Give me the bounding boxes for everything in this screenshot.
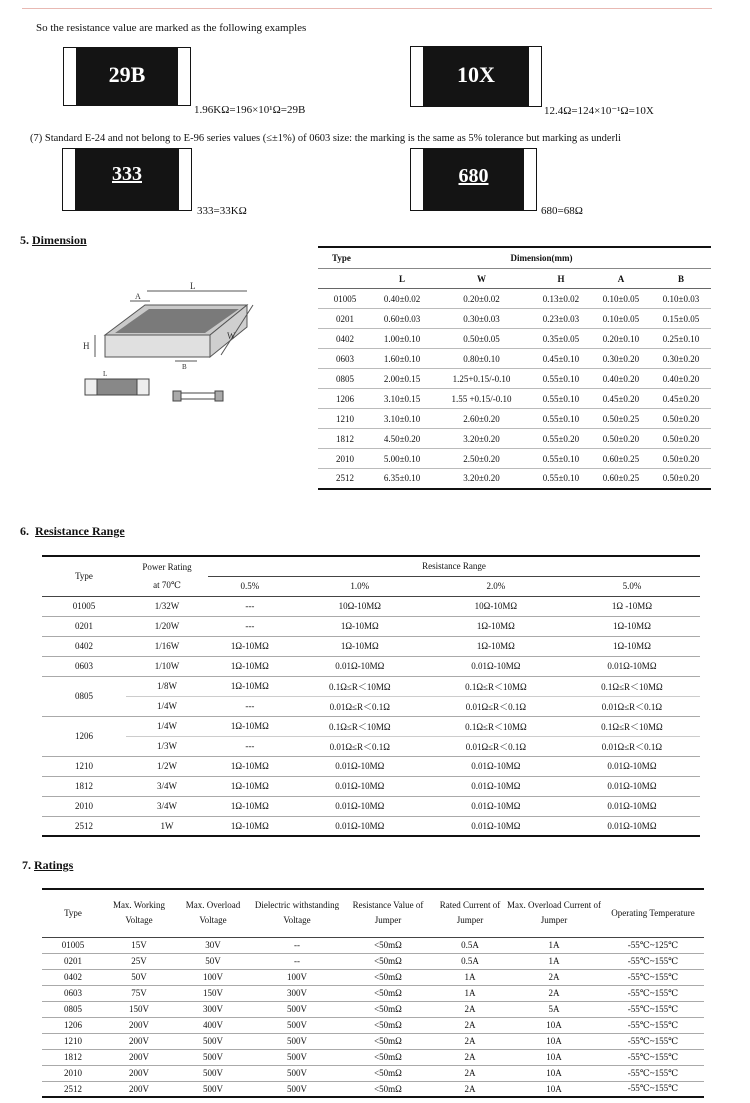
cell-value: -55℃~155℃ [627,955,679,966]
cell-type: 0201 [75,621,93,631]
cell-value: -55℃~155℃ [627,1035,679,1046]
cell-value: 0.25±0.10 [662,333,700,344]
cell-value: 0.30±0.20 [662,353,700,364]
cell-value: <50mΩ [374,1052,402,1062]
cell-power: 1/4W [126,716,208,736]
cell-value: 0.01Ω-10MΩ [471,801,521,811]
cell-value: 0.30±0.20 [602,353,640,364]
cell-value: --- [245,741,255,751]
cell-value: 0.55±0.10 [542,393,580,404]
cell-value: 0.01Ω-10MΩ [471,820,521,831]
cell-value: 200V [129,1068,149,1078]
chip-example-333 [62,148,192,211]
cell-value: <50mΩ [374,972,402,982]
cell-value: 2A [548,972,560,982]
table-row [318,469,711,489]
table-row [42,1001,704,1017]
cell-value: 3.20±0.20 [463,433,500,444]
col-power-1: Power Rating [142,561,192,572]
col-tol-50: 5.0% [622,581,642,591]
cell-type: 0402 [64,972,82,982]
cell-power: 1W [160,820,174,831]
table-row [42,953,704,969]
cell-power: 1/8W [126,676,208,696]
section-dimension-heading: 5. Dimension [20,233,87,247]
col-tol-05: 0.5% [240,581,260,591]
cell-power: 1/16W [154,641,180,651]
cell-value: 0.60±0.25 [602,473,640,484]
cell-power: 1/3W [157,741,177,751]
cell-value: 1.00±0.10 [383,333,421,344]
cell-value: 1Ω-10MΩ [230,641,269,651]
dim-label-l2: L [103,370,108,378]
cell-value: 1Ω-10MΩ [208,676,292,696]
cell-value: 500V [287,1020,307,1030]
cell-type: 0603 [75,661,93,671]
cell-value: 0.60±0.03 [383,313,421,324]
cell-value: 15V [131,940,147,950]
table-row [42,796,700,816]
col-tol-10: 1.0% [350,581,370,591]
cell-value: 0.55±0.10 [542,413,580,424]
cell-value: 0.30±0.03 [463,313,500,324]
table-row [42,816,700,836]
table-row [318,309,711,329]
col-type: Type [75,571,93,582]
cell-value: -55℃~155℃ [627,1067,679,1078]
dimension-table [318,246,711,490]
resistance-range-table [42,555,700,837]
table-row [318,429,711,449]
cell-value: 3.10±0.10 [383,413,421,424]
cell-value: 0.50±0.20 [602,433,640,444]
cell-value: -- [294,940,300,950]
cell-value: 0.1Ω≤R＜10MΩ [428,676,564,696]
cell-value: 0.60±0.25 [602,453,640,464]
cell-power: 1/10W [154,661,180,671]
cell-value: 10A [546,1020,562,1030]
cell-value: 30V [205,940,221,950]
cell-type: 2512 [64,1083,82,1094]
cell-value: 0.40±0.20 [662,373,700,384]
cell-value: 1.60±0.10 [383,353,421,364]
cell-value: 0.50±0.20 [662,473,700,484]
cell-value: 10A [546,1068,562,1078]
cell-value: -55℃~155℃ [627,1003,679,1014]
cell-value: 25V [131,956,147,966]
table-row [42,1033,704,1049]
cell-value: 0.50±0.20 [662,413,700,424]
cell-value: -55℃~155℃ [627,1019,679,1030]
cell-value: 0.50±0.20 [662,433,700,444]
col-tol-20: 2.0% [486,581,506,591]
table-row [318,369,711,389]
cell-value: 10Ω-10MΩ [338,601,381,611]
table-row [42,656,700,676]
cell-type: 0805 [64,1004,82,1014]
dim-label-h: H [83,341,90,351]
col-range-group: Resistance Range [208,556,700,576]
cell-value: 10A [546,1083,562,1094]
table-row [42,756,700,776]
cell-value: 1A [464,988,476,998]
table-row [42,616,700,636]
cell-type: 2010 [336,453,355,464]
cell-value: 0.01Ω-10MΩ [335,820,385,831]
cell-value: 0.01Ω-10MΩ [607,781,657,791]
table-row [42,1081,704,1097]
cell-value: 1A [548,940,560,950]
section-range-heading: 6. Resistance Range [20,524,125,538]
cell-value: 50V [205,956,221,966]
cell-value: 0.50±0.20 [662,453,700,464]
table-row [318,289,711,309]
cell-value: 0.40±0.02 [383,293,421,304]
chip-example-10x [410,46,542,107]
cell-power: 3/4W [157,801,177,811]
cell-value: 0.20±0.02 [463,293,500,304]
cell-value: 0.13±0.02 [542,293,580,304]
cell-value: 3.20±0.20 [463,473,500,484]
cell-type: 1812 [336,433,355,444]
cell-value: 0.55±0.10 [542,473,580,484]
example-caption: 680=68Ω [541,205,583,217]
chip-example-680 [410,148,537,211]
cell-value: 300V [287,988,307,998]
table-row [42,776,700,796]
cell-value: 500V [287,1083,307,1094]
cell-value: 0.20±0.10 [602,333,640,344]
cell-value: --- [245,601,255,611]
table-row [318,349,711,369]
cell-value: 1Ω-10MΩ [230,661,269,671]
cell-value: 0.45±0.20 [602,393,640,404]
cell-value: -55℃~155℃ [627,987,679,998]
cell-value: 0.01Ω-10MΩ [335,761,385,771]
chip-marking: 10X [457,62,495,87]
cell-value: 2A [464,1004,476,1014]
cell-value: 500V [203,1083,223,1094]
header-rule [22,8,712,9]
cell-value: 0.55±0.20 [542,433,580,444]
cell-value: 0.15±0.05 [662,313,700,324]
cell-value: 2.00±0.15 [383,373,421,384]
col-header: Type [42,889,104,937]
example-caption: 1.96KΩ=196×10¹Ω=29B [194,104,306,116]
cell-value: 0.01Ω-10MΩ [607,801,657,811]
table-row [318,329,711,349]
col-header: Max. Overload Current of Jumper [506,889,602,937]
cell-type: 1812 [64,1052,82,1062]
cell-value: 1Ω-10MΩ [230,761,269,771]
cell-type: 1210 [336,413,355,424]
table-row [42,716,700,736]
table-row [318,389,711,409]
col-header: Max. Working Voltage [104,889,174,937]
cell-value: 1.25+0.15/-0.10 [452,373,511,384]
cell-power: 1/2W [157,761,177,771]
cell-value: 0.55±0.10 [542,453,580,464]
cell-value: 0.01Ω-10MΩ [335,661,385,671]
col-header: Operating Temperature [602,889,704,937]
cell-type: 2010 [64,1068,82,1078]
ratings-table [42,888,704,1098]
cell-value: <50mΩ [374,1004,402,1014]
col-power-2: at 70℃ [153,580,181,591]
cell-value: 2A [464,1083,476,1094]
cell-value: 0.01Ω-10MΩ [471,761,521,771]
cell-type: 1210 [75,761,93,771]
cell-value: 500V [287,1052,307,1062]
cell-value: 0.5A [461,956,479,966]
cell-value: 0.01Ω≤R＜0.1Ω [329,741,390,752]
col-type: Type [318,247,372,269]
cell-value: 1Ω-10MΩ [230,820,269,831]
cell-value: 0.01Ω≤R＜0.1Ω [601,701,663,712]
cell-value: 0.01Ω-10MΩ [335,781,385,791]
table-row [42,596,700,616]
cell-value: 0.5A [461,940,479,950]
cell-value: 1Ω-10MΩ [340,641,379,651]
cell-value: -55℃~125℃ [627,939,679,950]
cell-value: 1Ω-10MΩ [340,621,379,631]
cell-value: 200V [129,1036,149,1046]
col-header: Resistance Value of Jumper [342,889,434,937]
cell-value: <50mΩ [374,1036,402,1046]
dimension-diagram [75,275,275,415]
table-row [42,1049,704,1065]
cell-value: 10A [546,1052,562,1062]
cell-value: 10A [546,1036,562,1046]
cell-value: 2.60±0.20 [463,413,500,424]
cell-value: <50mΩ [374,1020,402,1030]
col-b: B [651,269,711,289]
cell-value: 1Ω-10MΩ [476,621,515,631]
col-header: Max. Overload Voltage [174,889,252,937]
cell-value: -55℃~155℃ [627,1051,679,1062]
cell-value: 4.50±0.20 [383,433,421,444]
cell-value: 500V [287,1068,307,1078]
chip-marking: 333 [112,163,142,185]
cell-value: 1Ω-10MΩ [476,641,515,651]
cell-value: <50mΩ [374,988,402,998]
table-row [42,985,704,1001]
cell-value: -- [294,956,300,966]
cell-value: 0.50±0.05 [463,333,500,344]
cell-value: 1Ω-10MΩ [613,641,651,651]
cell-power: 1/32W [154,601,180,611]
cell-value: 1.55 +0.15/-0.10 [451,393,512,404]
cell-value: 100V [203,972,223,982]
cell-value: 0.01Ω≤R＜0.1Ω [465,701,527,712]
chip-example-29b [63,47,191,106]
note-7: (7) Standard E-24 and not belong to E-96 series values (≤±1%) of 0603 size: the marking is the same as 5% tolerance but marking as underli [30,133,621,144]
cell-type: 1206 [336,393,355,404]
cell-value: 0.1Ω≤R＜10MΩ [292,716,428,736]
cell-value: 1Ω-10MΩ [208,716,292,736]
cell-value: 0.01Ω≤R＜0.1Ω [329,701,390,712]
table-row [42,937,704,953]
cell-value: 200V [129,1020,149,1030]
table-row [42,696,700,716]
cell-value: 200V [129,1083,149,1094]
cell-type: 0603 [64,988,82,998]
cell-type: 1812 [75,781,93,791]
cell-value: 0.1Ω≤R＜10MΩ [564,716,700,736]
cell-value: 0.01Ω-10MΩ [335,801,385,811]
table-row [42,1065,704,1081]
cell-value: 5.00±0.10 [383,453,421,464]
cell-value: 0.01Ω-10MΩ [607,661,657,671]
table-row [42,736,700,756]
cell-value: 500V [287,1036,307,1046]
cell-value: 0.01Ω≤R＜0.1Ω [601,741,663,752]
cell-value: 500V [287,1004,307,1014]
table-row [42,636,700,656]
dim-label-w: W [227,331,236,341]
cell-value: -55℃~155℃ [627,1083,679,1094]
table-row [318,409,711,429]
cell-value: 100V [287,972,307,982]
cell-value: 2A [464,1036,476,1046]
cell-value: 0.01Ω-10MΩ [607,820,657,831]
table-row [42,676,700,696]
cell-value: 1Ω-10MΩ [230,801,269,811]
cell-value: 3.10±0.15 [383,393,421,404]
table-row [318,449,711,469]
cell-value: 2.50±0.20 [463,453,500,464]
cell-type: 1206 [75,731,93,741]
cell-type: 0603 [336,353,355,364]
cell-value: <50mΩ [374,1068,402,1078]
cell-type: 2512 [75,820,93,831]
cell-value: 0.1Ω≤R＜10MΩ [292,676,428,696]
intro-text: So the resistance value are marked as the following examples [36,22,307,34]
dim-label-l: L [190,281,196,291]
cell-value: 0.45±0.10 [542,353,580,364]
cell-value: 0.23±0.03 [542,313,580,324]
cell-type: 1210 [64,1036,82,1046]
cell-power: 3/4W [157,781,177,791]
chip-marking: 680 [458,165,489,187]
col-header: Rated Current of Jumper [434,889,506,937]
cell-value: 5A [548,1004,560,1014]
cell-value: 75V [131,988,147,998]
cell-value: 0.50±0.25 [602,413,640,424]
cell-type: 0201 [336,313,355,324]
cell-type: 2010 [75,801,93,811]
cell-value: 0.40±0.20 [602,373,640,384]
cell-value: 200V [129,1052,149,1062]
cell-value: 10Ω-10MΩ [474,601,518,611]
cell-type: 0805 [75,691,93,701]
cell-value: 0.1Ω≤R＜10MΩ [428,716,564,736]
cell-type: 0402 [336,333,355,344]
cell-value: 0.45±0.20 [662,393,700,404]
cell-value: 0.80±0.10 [463,353,500,364]
cell-value: 150V [203,988,223,998]
col-a: A [591,269,651,289]
cell-type: 01005 [72,601,96,611]
cell-value: 300V [203,1004,223,1014]
cell-value: 0.01Ω≤R＜0.1Ω [465,741,527,752]
cell-value: 1A [548,956,560,966]
cell-value: 0.01Ω-10MΩ [471,661,521,671]
col-header: Dielectric withstanding Voltage [252,889,342,937]
cell-value: 6.35±0.10 [383,473,421,484]
cell-type: 0201 [64,956,82,966]
cell-power: 1/4W [157,701,177,711]
table-row [42,969,704,985]
section-ratings-heading: 7. Ratings [22,858,74,872]
cell-value: 2A [464,1052,476,1062]
dim-label-a: A [135,292,141,301]
cell-value: 500V [203,1052,223,1062]
col-h: H [531,269,591,289]
example-caption: 12.4Ω=124×10⁻¹Ω=10X [544,105,654,117]
example-caption: 333=33KΩ [197,205,247,217]
cell-value: <50mΩ [374,1083,402,1094]
cell-value: 1Ω -10MΩ [611,601,653,611]
cell-value: <50mΩ [374,940,402,950]
cell-value: 0.55±0.10 [542,373,580,384]
cell-value: 150V [129,1004,149,1014]
cell-value: -55℃~155℃ [627,971,679,982]
cell-type: 01005 [61,940,85,950]
cell-value: 2A [464,1020,476,1030]
cell-value: 1Ω-10MΩ [230,781,269,791]
col-w: W [432,269,531,289]
cell-type: 2512 [336,473,355,484]
cell-value: <50mΩ [374,956,402,966]
chip-marking: 29B [108,62,146,87]
col-l: L [372,269,432,289]
cell-value: 2A [464,1068,476,1078]
cell-value: 0.01Ω-10MΩ [471,781,521,791]
cell-value: --- [245,701,255,711]
cell-value: 1A [464,972,476,982]
cell-value: 400V [203,1020,223,1030]
table-row [42,1017,704,1033]
cell-type: 0402 [75,641,93,651]
col-dimension-group: Dimension(mm) [372,247,711,269]
cell-value: 0.01Ω-10MΩ [607,761,657,771]
cell-value: 50V [131,972,147,982]
cell-value: 0.10±0.05 [602,293,640,304]
cell-value: 2A [548,988,560,998]
cell-value: 1Ω-10MΩ [613,621,651,631]
cell-power: 1/20W [154,621,180,631]
cell-value: 500V [203,1068,223,1078]
cell-value: --- [245,621,255,631]
cell-type: 01005 [333,293,357,304]
cell-type: 0805 [336,373,355,384]
dim-label-b: B [182,363,187,371]
cell-value: 0.35±0.05 [542,333,580,344]
cell-value: 0.10±0.05 [602,313,640,324]
cell-type: 1206 [64,1020,82,1030]
cell-value: 0.10±0.03 [662,293,700,304]
cell-value: 0.1Ω≤R＜10MΩ [564,676,700,696]
cell-value: 500V [203,1036,223,1046]
